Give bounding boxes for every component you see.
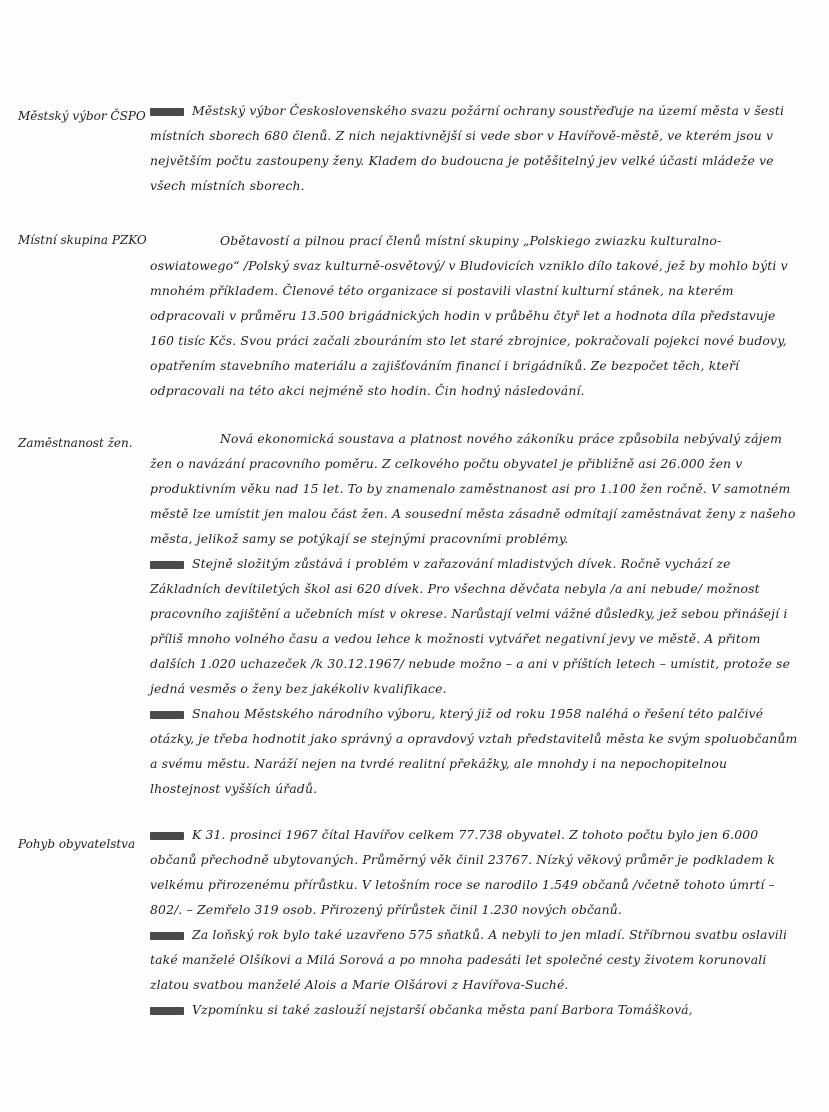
paragraph: [150, 701, 800, 801]
margin-marker: [150, 711, 184, 719]
paragraph: [150, 426, 800, 551]
margin-marker: [150, 832, 184, 840]
paragraph-text: Obětavostí a pilnou prací členů místní skupiny „Polskiego zwiazku kulturalno-oswiatowego“ /Polský svaz kulturně-osvětový/ v Bludovicích vzniklo dílo takové, jež by mohlo býti v mnohém příkladem. Členové této organizace si postavili vlastní kulturní stánek, na kterém odpracovali v průměru 13.500 brigádnických hodin v průběhu čtyř let a hodnota díla představuje 160 tisíc Kčs. Svou práci začali zbouráním sto let staré zbrojnice, pokračovali pojekci nové budovy, opatřením stavebního materiálu a zajišťováním financí i brigádníků. Ze bezpočet těch, kteří odpracovali na této akci nejméně sto hodin. Čin hodný následování.: [150, 233, 788, 398]
paragraph: [150, 98, 800, 198]
paragraph-text: K 31. prosinci 1967 čítal Havířov celkem 77.738 obyvatel. Z tohoto počtu bylo jen 6.000 občanů přechodně ubytovaných. Průměrný věk činil 23767. Nízký věkový průměr je podkladem k velkému přirozenému přírůstku. V letošním roce se narodilo 1.549 občanů /včetně tohoto úmrtí – 802/. – Zemřelo 319 osob. Přirozený přírůstek činil 1.230 nových občanů.: [150, 827, 775, 917]
section-body-pohyb: [150, 822, 800, 1022]
paragraph-text: Vzpomínku si také zaslouží nejstarší občanka města paní Barbora Tomášková,: [192, 1002, 693, 1017]
section-label-pzko: Místní skupina PZKO: [18, 233, 147, 247]
section-body-cspo: [150, 98, 800, 198]
section-label-zamestnanost: Zaměstnanost žen.: [18, 436, 133, 450]
margin-marker: [150, 1007, 184, 1015]
paragraph-text: Městský výbor Československého svazu požární ochrany soustřeďuje na území města v šesti místních sborech 680 členů. Z nich nejaktivnější si vede sbor v Havířově-městě, ve kterém jsou v největším počtu zastoupeny ženy. Kladem do budoucna je potěšitelný jev velké účasti mládeže ve všech místních sborech.: [150, 103, 785, 193]
section-label-cspo: Městský výbor ČSPO: [18, 109, 146, 123]
section-body-pzko: [150, 228, 800, 403]
margin-marker: [150, 561, 184, 569]
paragraph: [150, 551, 800, 701]
paragraph: [150, 228, 800, 403]
paragraph: [150, 997, 800, 1022]
paragraph-text: Snahou Městského národního výboru, který již od roku 1958 naléhá o řešení této palčivé otázky, je třeba hodnotit jako správný a opravdový vztah představitelů města ke svým spoluobčanům a svému městu. Naráží nejen na tvrdé realitní překážky, ale mnohdy i na nepochopitelnou lhostejnost vyšších úřadů.: [150, 706, 798, 796]
paragraph: [150, 822, 800, 922]
paragraph-text: Za loňský rok bylo také uzavřeno 575 sňatků. A nebyli to jen mladí. Stříbrnou svatbu oslavili také manželé Olšíkovi a Milá Sorová a po mnoha padesáti let společné cesty životem korunovali zlatou svatbou manželé Alois a Marie Olšárovi z Havířova-Suché.: [150, 927, 788, 992]
paragraph-text: Nová ekonomická soustava a platnost nového zákoníku práce způsobila nebývalý zájem žen o navázání pracovního poměru. Z celkového počtu obyvatel je přibližně asi 26.000 žen v produktivním věku nad 15 let. To by znamenalo zaměstnanost asi pro 1.100 žen ročně. V samotném městě lze umístit jen malou část žen. A sousední města zásadně odmítají zaměstnávat ženy z našeho města, jelikož samy se potýkají se stejnými pracovními problémy.: [150, 431, 796, 546]
section-body-zamestnanost: [150, 426, 800, 801]
margin-marker: [150, 108, 184, 116]
section-label-pohyb: Pohyb obyvatelstva: [18, 837, 136, 851]
paragraph-text: Stejně složitým zůstává i problém v zařazování mladistvých dívek. Ročně vychází ze Základních devítiletých škol asi 620 dívek. Pro všechna děvčata nebyla /a ani nebude/ možnost pracovního zajištění a učebních míst v okrese. Narůstají velmi vážné důsledky, jež sebou přinášejí i příliš mnoho volného času a vedou lehce k možnosti vytvářet negativní jevy ve městě. A přitom dalších 1.020 uchazeček /k 30.12.1967/ nebude možno – a ani v příštích letech – umístit, protože se jedná vesměs o ženy bez jakékoliv kvalifikace.: [150, 556, 791, 696]
paragraph: [150, 922, 800, 997]
margin-marker: [150, 932, 184, 940]
